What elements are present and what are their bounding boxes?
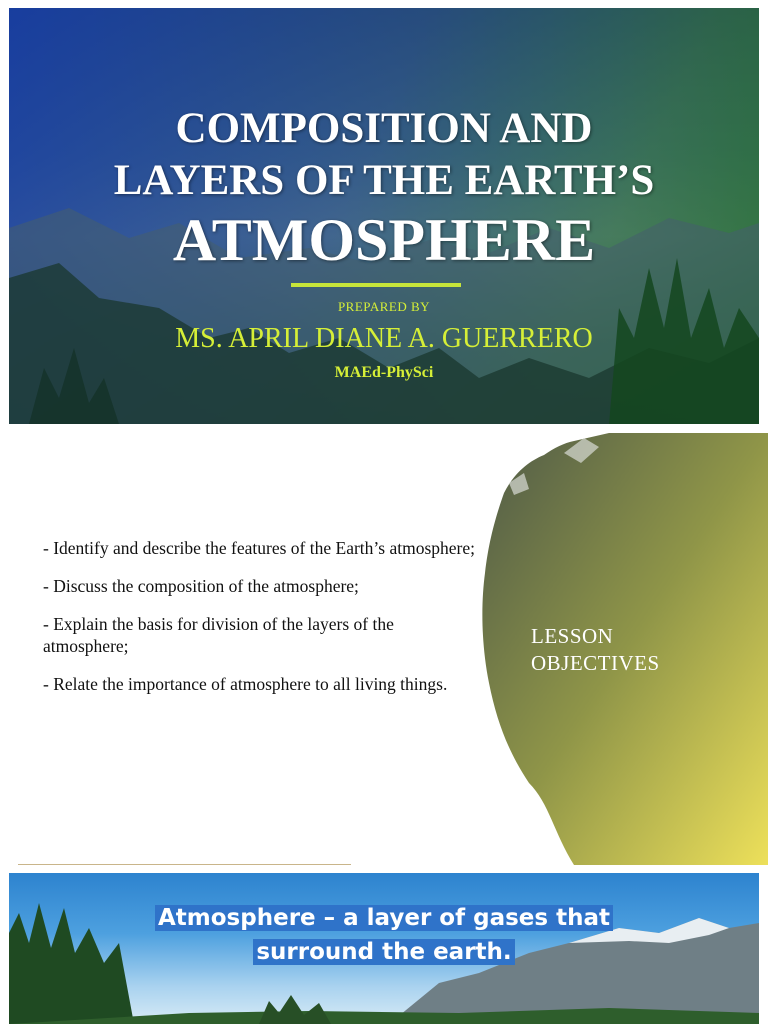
title-line-1: COMPOSITION AND — [175, 105, 593, 152]
author-name: MS. APRIL DIANE A. GUERRERO — [175, 323, 593, 354]
objective-item: - Discuss the composition of the atmosphere; — [43, 576, 359, 596]
definition-line-2: surround the earth. — [253, 939, 514, 965]
lesson-heading-line-2: OBJECTIVES — [531, 651, 660, 675]
objectives-list — [43, 537, 483, 711]
objective-item: - Explain the basis for division of the layers of the atmosphere; — [43, 614, 394, 656]
title-slide — [9, 8, 759, 424]
objective-item: - Relate the importance of atmosphere to all living things. — [43, 674, 448, 694]
title-line-2: LAYERS OF THE EARTH’S — [113, 157, 655, 204]
slide-separator — [18, 864, 351, 865]
definition-slide — [9, 873, 759, 1024]
prepared-by-label: PREPARED BY — [337, 299, 431, 314]
author-degree: MAEd-PhySci — [334, 364, 434, 381]
objective-item: - Identify and describe the features of the Earth’s atmosphere; — [43, 538, 475, 558]
lesson-objectives-heading — [531, 623, 660, 677]
definition-line-1: Atmosphere – a layer of gases that — [155, 905, 613, 931]
definition-text — [9, 901, 759, 969]
lesson-heading-line-1: LESSON — [531, 624, 614, 648]
title-line-3: ATMOSPHERE — [172, 207, 596, 273]
objectives-slide — [9, 433, 768, 865]
title-underline — [291, 283, 461, 287]
